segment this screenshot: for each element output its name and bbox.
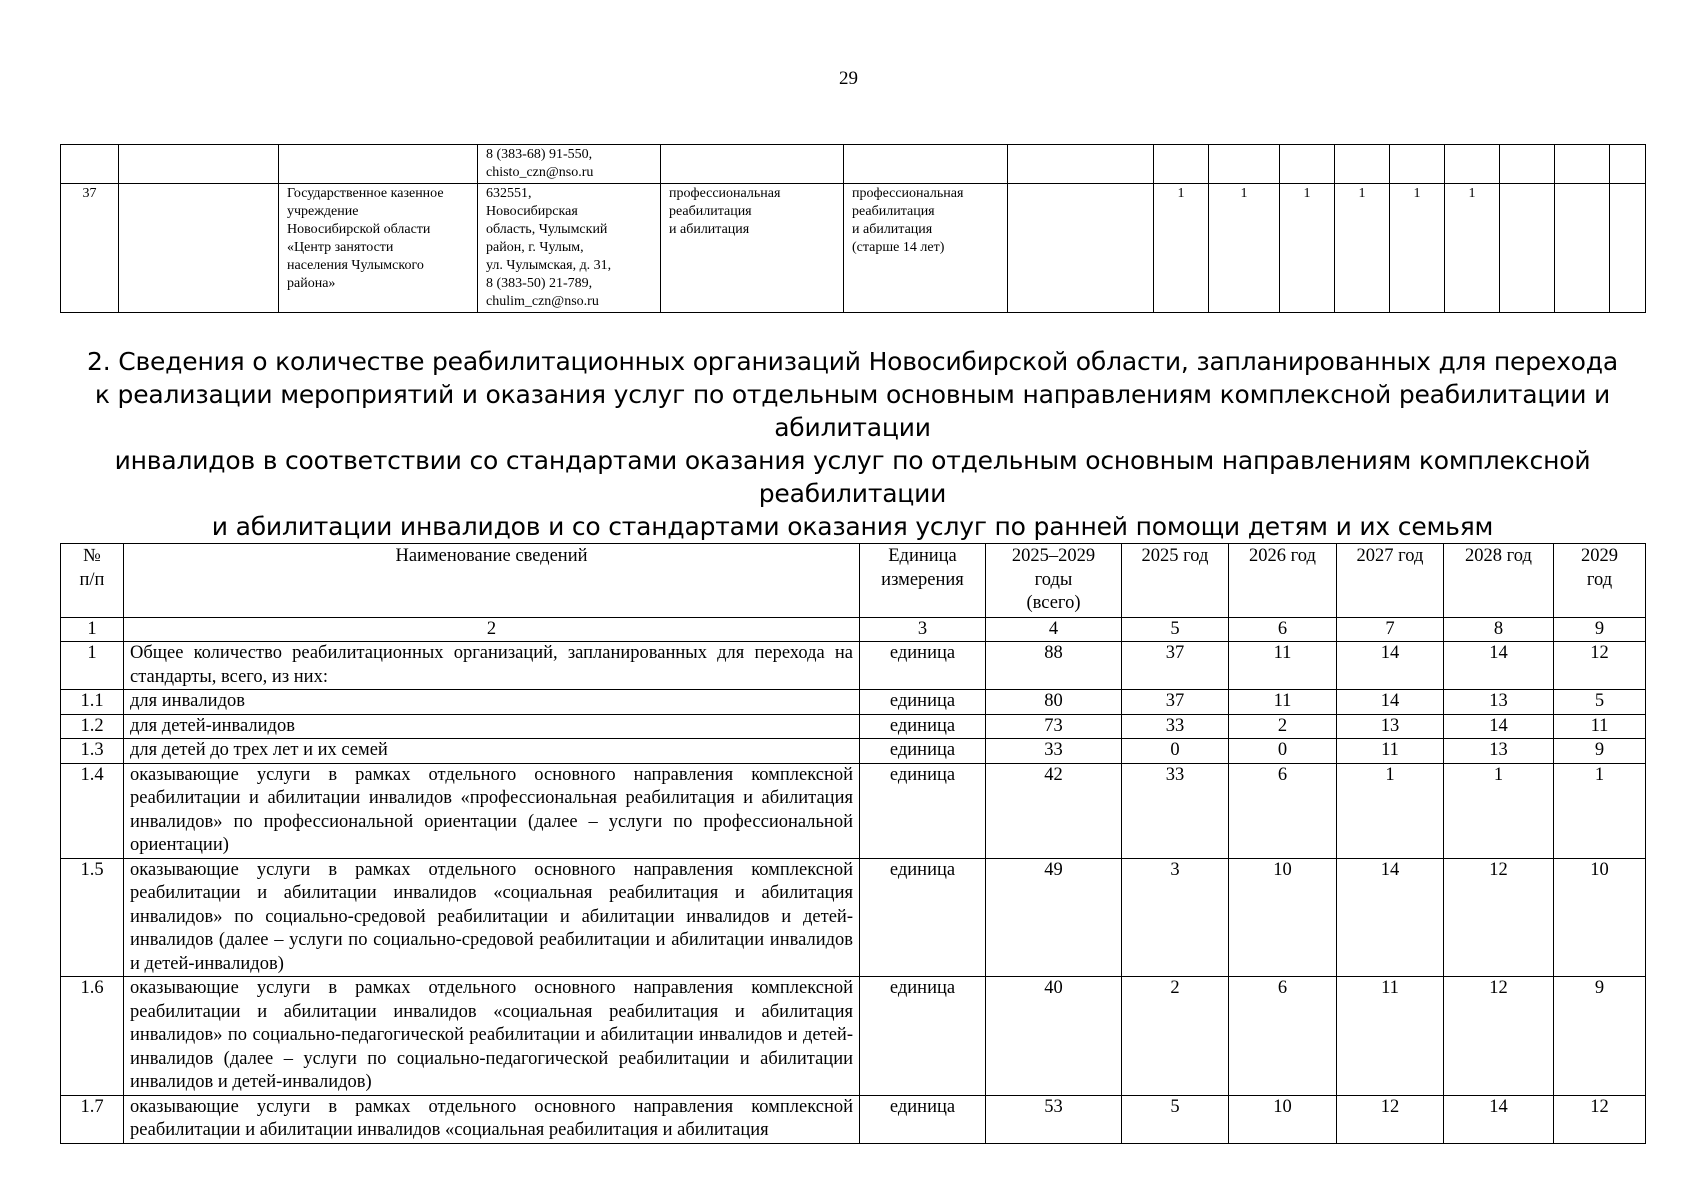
row-value: 10 — [1229, 858, 1337, 977]
row-unit: единица — [860, 690, 986, 715]
row-value: 73 — [986, 714, 1122, 739]
row-value: 13 — [1444, 739, 1554, 764]
row-name: оказывающие услуги в рамках отдельного основного направления комплексной реабилитации и абилитации инвалидов «социальная реабилитация и абилитация инвалидов» по социально-средовой реабилитации и абилитации инвалидов и детей-инвалидов (далее – услуги по социально-средовой реабилитации и абилитации инвалидов и детей-инвалидов) — [124, 858, 860, 977]
row-value: 10 — [1229, 1095, 1337, 1143]
header-2029 — [1554, 544, 1646, 618]
header-num — [61, 544, 124, 618]
row-value: 1 — [1337, 763, 1444, 858]
text-line: Новосибирская — [486, 204, 578, 219]
column-index: 3 — [860, 617, 986, 642]
row-value: 53 — [986, 1095, 1122, 1143]
row-value: 9 — [1554, 739, 1646, 764]
text-line: область, Чулымский — [486, 222, 608, 237]
service-cell — [844, 184, 1008, 313]
direction-cell — [661, 184, 844, 313]
mark-cell — [1555, 184, 1610, 313]
row-value: 40 — [986, 977, 1122, 1096]
row-value: 0 — [1122, 739, 1229, 764]
heading-line: к реализации мероприятий и оказания услуг по отдельным основным направлениям комплексной реабилитации и абилитации — [94, 380, 1611, 442]
text-line: Единица — [888, 546, 957, 566]
mark-cell: 1 — [1445, 184, 1500, 313]
table-cell — [1390, 145, 1445, 184]
text-line: реабилитация — [852, 204, 935, 219]
table-cell — [1154, 145, 1209, 184]
row-value: 11 — [1229, 642, 1337, 690]
table-cell — [1008, 184, 1154, 313]
rehab-organizations-table — [60, 543, 1646, 1144]
text-line: 632551, — [486, 186, 532, 201]
row-value: 11 — [1337, 739, 1444, 764]
row-number: 1.1 — [61, 690, 124, 715]
row-value: 0 — [1229, 739, 1337, 764]
row-number: 1.2 — [61, 714, 124, 739]
row-value: 49 — [986, 858, 1122, 977]
heading-line: и абилитации инвалидов и со стандартами оказания услуг по ранней помощи детям и их семьям — [211, 512, 1494, 541]
table-row — [61, 977, 1646, 1096]
text-line: п/п — [79, 569, 105, 590]
table-row — [61, 763, 1646, 858]
row-value: 14 — [1444, 642, 1554, 690]
text-line: 2029 — [1581, 546, 1618, 566]
row-name: оказывающие услуги в рамках отдельного основного направления комплексной реабилитации и абилитации инвалидов «социальная реабилитация и абилитация — [124, 1095, 860, 1143]
text-line: профессиональная — [852, 186, 964, 201]
row-unit: единица — [860, 858, 986, 977]
text-line: (старше 14 лет) — [852, 240, 945, 255]
text-line: (всего) — [1026, 593, 1081, 613]
row-name: для детей до трех лет и их семей — [124, 739, 860, 764]
table-cell — [1610, 145, 1646, 184]
section-heading — [60, 345, 1645, 543]
header-name: Наименование сведений — [124, 544, 860, 618]
text-line: ул. Чулымская, д. 31, — [486, 258, 612, 273]
table-row — [61, 1095, 1646, 1143]
table-cell — [1555, 145, 1610, 184]
header-row — [61, 544, 1646, 618]
column-index: 1 — [61, 617, 124, 642]
mark-cell — [1500, 184, 1555, 313]
row-value: 6 — [1229, 763, 1337, 858]
row-number: 1.6 — [61, 977, 124, 1096]
text-line: измерения — [881, 569, 964, 590]
row-name: для детей-инвалидов — [124, 714, 860, 739]
row-value: 13 — [1337, 714, 1444, 739]
text-line: chisto_czn@nso.ru — [486, 165, 594, 180]
row-value: 14 — [1337, 642, 1444, 690]
row-value: 14 — [1444, 1095, 1554, 1143]
row-name: оказывающие услуги в рамках отдельного основного направления комплексной реабилитации и абилитации инвалидов «социальная реабилитация и абилитация инвалидов» по социально-педагогической реабилитации и абилитации инвалидов и детей-инвалидов (далее – услуги по социально-педагогической реабилитации и абилитации инвалидов и детей-инвалидов) — [124, 977, 860, 1096]
header-total — [986, 544, 1122, 618]
text-line: реабилитация — [669, 204, 752, 219]
text-line: района» — [287, 276, 336, 291]
row-value: 12 — [1337, 1095, 1444, 1143]
row-value: 3 — [1122, 858, 1229, 977]
text-line: и абилитация — [669, 222, 750, 237]
text-line: район, г. Чулым, — [486, 240, 584, 255]
table-cell — [61, 145, 119, 184]
row-unit: единица — [860, 1095, 986, 1143]
row-value: 37 — [1122, 642, 1229, 690]
row-unit: единица — [860, 739, 986, 764]
row-value: 42 — [986, 763, 1122, 858]
row-number: 1.7 — [61, 1095, 124, 1143]
text-line: 8 (383-68) 91-550, — [486, 147, 593, 162]
table-row — [61, 739, 1646, 764]
header-2025: 2025 год — [1122, 544, 1229, 618]
row-value: 12 — [1444, 977, 1554, 1096]
table-cell — [1445, 145, 1500, 184]
row-value: 2 — [1122, 977, 1229, 1096]
row-number: 37 — [61, 184, 119, 313]
row-value: 33 — [1122, 714, 1229, 739]
mark-cell — [1610, 184, 1646, 313]
heading-line: инвалидов в соответствии со стандартами оказания услуг по отдельным основным направлениям комплексной реабилитации — [114, 446, 1591, 508]
column-index: 7 — [1337, 617, 1444, 642]
row-value: 13 — [1444, 690, 1554, 715]
row-value: 11 — [1337, 977, 1444, 1096]
table-cell — [1280, 145, 1335, 184]
column-index: 9 — [1554, 617, 1646, 642]
column-index: 5 — [1122, 617, 1229, 642]
table-cell — [1008, 145, 1154, 184]
row-value: 80 — [986, 690, 1122, 715]
column-index: 6 — [1229, 617, 1337, 642]
row-value: 6 — [1229, 977, 1337, 1096]
row-number: 1 — [61, 642, 124, 690]
text-line: № — [83, 546, 101, 566]
row-value: 14 — [1444, 714, 1554, 739]
table-cell — [1209, 145, 1280, 184]
row-value: 14 — [1337, 690, 1444, 715]
table-cell — [1335, 145, 1390, 184]
row-name: для инвалидов — [124, 690, 860, 715]
row-value: 5 — [1554, 690, 1646, 715]
column-index: 4 — [986, 617, 1122, 642]
text-line: год — [1586, 569, 1613, 590]
mark-cell: 1 — [1390, 184, 1445, 313]
page-number: 29 — [839, 68, 858, 89]
text-line: и абилитация — [852, 222, 933, 237]
contacts-cell — [478, 145, 661, 184]
row-value: 10 — [1554, 858, 1646, 977]
header-2027: 2027 год — [1337, 544, 1444, 618]
row-value: 33 — [986, 739, 1122, 764]
row-value: 9 — [1554, 977, 1646, 1096]
table-row — [61, 184, 1646, 313]
row-unit: единица — [860, 714, 986, 739]
text-line: Новосибирской области — [287, 222, 431, 237]
row-value: 11 — [1229, 690, 1337, 715]
header-2026: 2026 год — [1229, 544, 1337, 618]
text-line: профессиональная — [669, 186, 781, 201]
text-line: «Центр занятости — [287, 240, 394, 255]
text-line: населения Чулымского — [287, 258, 424, 273]
mark-cell: 1 — [1280, 184, 1335, 313]
row-name: оказывающие услуги в рамках отдельного основного направления комплексной реабилитации и абилитации инвалидов «профессиональная реабилитация и абилитация инвалидов» по профессиональной ориентации (далее – услуги по профессиональной ориентации) — [124, 763, 860, 858]
row-value: 14 — [1337, 858, 1444, 977]
mark-cell: 1 — [1209, 184, 1280, 313]
organizations-table-continuation — [60, 144, 1646, 313]
table-row — [61, 858, 1646, 977]
row-number: 1.3 — [61, 739, 124, 764]
text-line: Государственное казенное — [287, 186, 444, 201]
table-cell — [119, 184, 279, 313]
row-value: 37 — [1122, 690, 1229, 715]
mark-cell: 1 — [1335, 184, 1390, 313]
table-cell — [119, 145, 279, 184]
row-number: 1.4 — [61, 763, 124, 858]
table-row — [61, 714, 1646, 739]
text-line: 8 (383-50) 21-789, — [486, 276, 593, 291]
row-unit: единица — [860, 642, 986, 690]
organization-cell — [279, 184, 478, 313]
text-line: chulim_czn@nso.ru — [486, 294, 599, 309]
table-cell — [1500, 145, 1555, 184]
table-cell — [279, 145, 478, 184]
heading-line: 2. Сведения о количестве реабилитационных организаций Новосибирской области, запланированных для перехода — [87, 347, 1618, 376]
text-line: годы — [1034, 569, 1073, 590]
text-line: учреждение — [287, 204, 359, 219]
address-cell — [478, 184, 661, 313]
row-value: 12 — [1554, 1095, 1646, 1143]
header-2028: 2028 год — [1444, 544, 1554, 618]
row-value: 12 — [1554, 642, 1646, 690]
column-index: 2 — [124, 617, 860, 642]
row-value: 5 — [1122, 1095, 1229, 1143]
row-value: 1 — [1554, 763, 1646, 858]
header-unit — [860, 544, 986, 618]
row-name: Общее количество реабилитационных организаций, запланированных для перехода на стандарты, всего, из них: — [124, 642, 860, 690]
table-cell — [661, 145, 844, 184]
table-cell — [844, 145, 1008, 184]
row-value: 11 — [1554, 714, 1646, 739]
table-row — [61, 145, 1646, 184]
text-line: 2025–2029 — [1011, 546, 1096, 566]
row-value: 33 — [1122, 763, 1229, 858]
mark-cell: 1 — [1154, 184, 1209, 313]
column-index-row — [61, 617, 1646, 642]
row-value: 88 — [986, 642, 1122, 690]
row-unit: единица — [860, 977, 986, 1096]
row-number: 1.5 — [61, 858, 124, 977]
table-row — [61, 690, 1646, 715]
row-value: 2 — [1229, 714, 1337, 739]
column-index: 8 — [1444, 617, 1554, 642]
row-unit: единица — [860, 763, 986, 858]
row-value: 1 — [1444, 763, 1554, 858]
row-value: 12 — [1444, 858, 1554, 977]
table-row — [61, 642, 1646, 690]
